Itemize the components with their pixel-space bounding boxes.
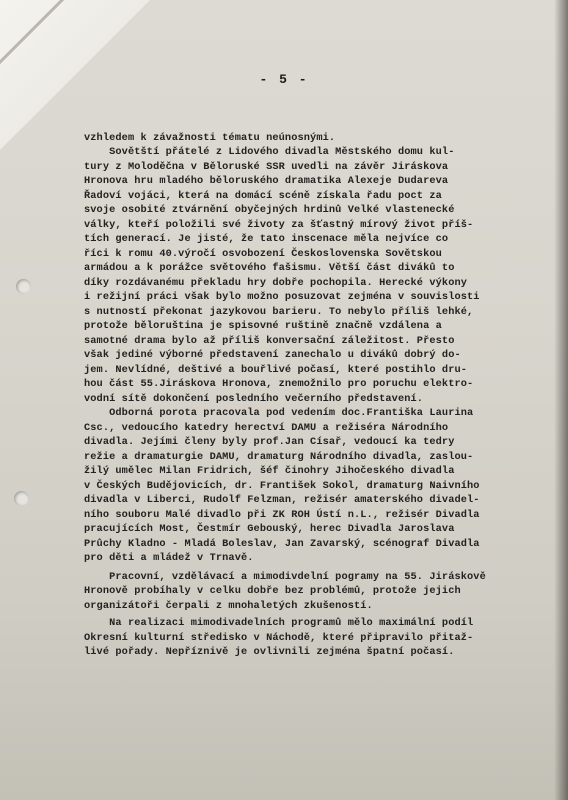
text-line: divadla v Liberci, Rudolf Felzman, režisér amaterského divadel- [84,494,480,506]
text-line: války, kteří položili své životy za šťastný mírový život příš- [84,219,474,231]
text-line: Řadoví vojáci, která na domácí scéně získala řadu poct za [84,190,442,202]
text-line: Okresní kulturní středisko v Náchodě, které připravilo přitaž- [84,632,474,644]
text-line: divadla. Jejími členy byly prof.Jan Císař, vedoucí ka tedry [84,436,455,448]
text-line: organizátoři čerpali z mnohaletých zkušeností. [84,600,373,612]
text-line: díky rozdávanému překladu hry dobře pochopila. Herecké výkony [84,277,468,289]
text-line: hou část 55.Jiráskova Hronova, znemožnilo pro poruchu elektro- [84,378,474,390]
text-line: vzhledem k závažnosti tématu neúnosnými. [84,132,336,144]
text-line: Sovětští přátelé z Lidového divadla Městského domu kul- [84,146,455,158]
text-line: režie a dramaturgie DAMU, dramaturg Národního divadla, zaslou- [84,451,474,463]
text-line: Odborná porota pracovala pod vedením doc.Františka Laurina [84,407,474,419]
text-line: tury z Moloděčna v Běloruské SSR uvedli na závěr Jiráskova [84,161,449,173]
page-number: - 5 - [259,72,309,87]
text-line: i režijní práci však bylo možno posuzovat zejména v souvislosti [84,291,480,303]
text-line: s nutností překonat jazykovou barieru. To nebylo příliš lehké, [84,306,474,318]
text-line: pro děti a mládež v Trnavě. [84,552,254,564]
text-line: vodní sítě dokončení posledního večerního představení. [84,393,424,405]
text-line: ního souboru Malé divadlo při ZK ROH Ústí n.L., režisér Divadla [84,509,480,521]
text-line: Csc., vedoucího katedry herectví DAMU a režiséra Národního [84,422,449,434]
text-line: žilý umělec Milan Fridrich, šéf činohry Jihočeského divadla [84,465,455,477]
text-line: pracujících Most, Čestmír Gebouský, herec Divadla Jaroslava [84,523,455,535]
text-line: v Českých Budějovicích, dr. František Sokol, dramaturg Naivního [84,480,480,492]
text-line: protože běloruština je spisovné ruštině značně vzdálena a [84,320,442,332]
text-line: armádou a k porážce světového fašismu. Větší část diváků to [84,262,455,274]
text-line: však jediné výborné představení zanechalo u diváků dobrý do- [84,349,461,361]
text-line: říci k romu 40.výročí osvobození Československa Sovětskou [84,248,442,260]
text-line: Hronova hru mladého běloruského dramatika Alexeje Dudareva [84,175,449,187]
text-line: samotné drama bylo až příliš konversační záležitost. Přesto [84,335,455,347]
text-line: Na realizaci mimodivadelních programů mělo maximální podíl [84,617,474,629]
text-line: Hronově probíhaly v celku dobře bez problémů, protože jejich [84,585,461,597]
text-line: Pracovní, vzdělávací a mimodivdelní pogramy na 55. Jiráskově [84,571,486,583]
text-line: tích generací. Je jisté, že tato inscenace měla nejvíce co [84,233,449,245]
text-line: svoje osobité ztvárnění obyčejných hrdinů Velké vlastenecké [84,204,455,216]
text-line: livé pořady. Nepříznivě je ovlivnili zejména špatní počasí. [84,646,455,658]
text-line: jem. Nevlídné, deštivé a bouřlivé počasí, které postihlo dru- [84,364,468,376]
text-line: Průchy Kladno - Mladá Boleslav, Jan Zavarský, scénograf Divadla [84,538,480,550]
